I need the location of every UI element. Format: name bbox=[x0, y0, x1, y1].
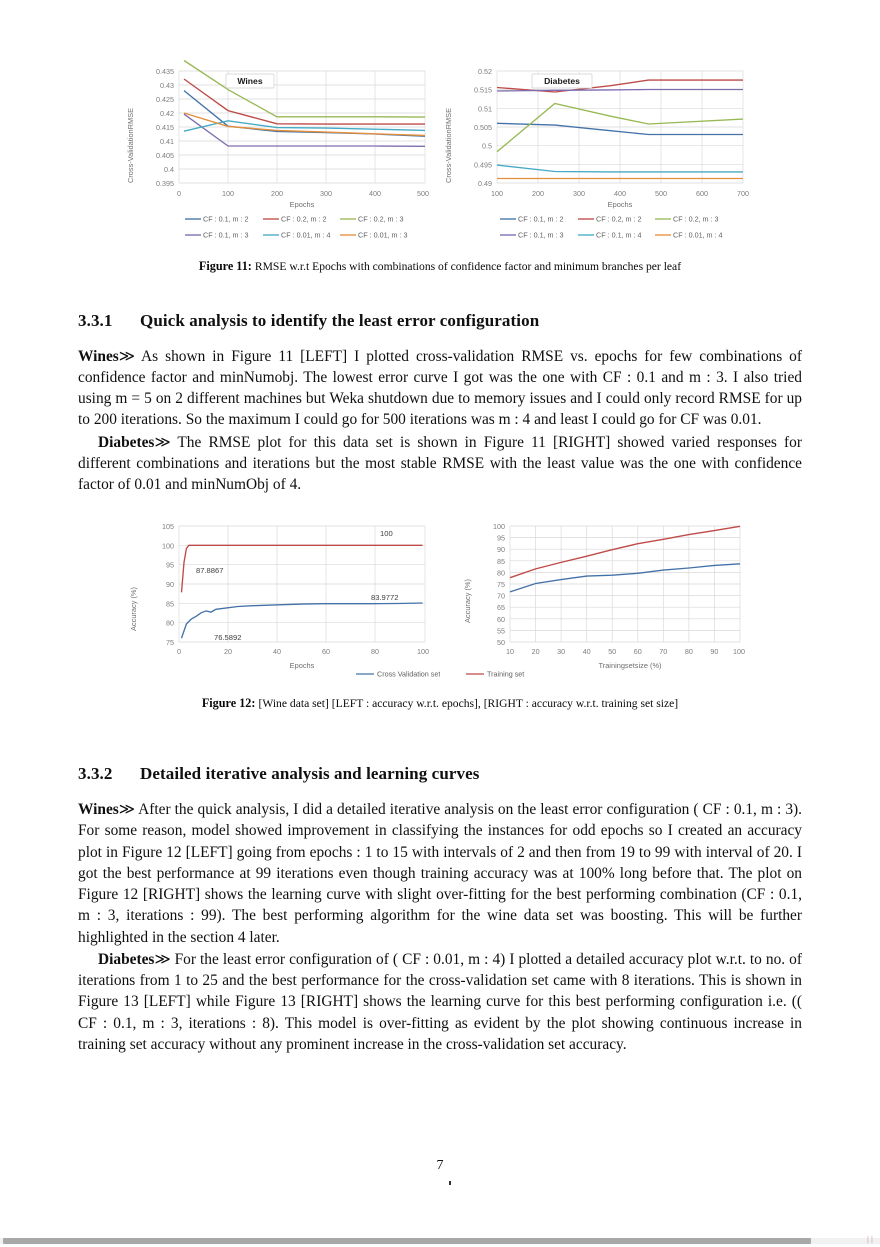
chart-fig12-left bbox=[122, 515, 440, 687]
ytick: 0.495 bbox=[474, 160, 492, 170]
figure-11-caption bbox=[78, 258, 802, 275]
ytick: 60 bbox=[497, 615, 505, 625]
legend-label: CF : 0.01, m : 4 bbox=[281, 230, 331, 240]
series-cross-validation-set bbox=[510, 564, 740, 592]
ytick: 75 bbox=[166, 638, 174, 648]
xtick: 500 bbox=[417, 189, 429, 198]
chart-fig12-right bbox=[440, 515, 758, 687]
chart-fig11-right bbox=[440, 55, 758, 248]
legend-label: CF : 0.2, m : 3 bbox=[673, 214, 719, 224]
xaxis-title: Epochs bbox=[289, 661, 315, 671]
paragraph-text: The RMSE plot for this data set is shown in Figure 11 [RIGHT] showed varied responses for different combinations and iterations but the most stable RMSE with the least value was the one with confidence factor of 0.01 and minNumObj of 4. bbox=[78, 433, 802, 494]
series-cf001-m4 bbox=[184, 121, 425, 131]
data-label: 76.5892 bbox=[214, 633, 242, 643]
scrollbar-thumb[interactable] bbox=[3, 1238, 811, 1244]
legend-label: CF : 0.1, m : 2 bbox=[203, 214, 249, 224]
data-label: 83.9772 bbox=[371, 593, 399, 603]
xtick: 300 bbox=[573, 189, 585, 198]
ytick: 95 bbox=[166, 561, 174, 571]
paragraph-text: After the quick analysis, I did a detailed iterative analysis on the least error configuration ( CF : 0.1, m : 3). For some reason, model showed improvement in classifying the instances for odd epochs so I created an accuracy plot in Figure 12 [LEFT] going from epochs : 1 to 15 with intervals of 2 and then from 19 to 99 with interval of 20. I got the best performance at 99 iterations even though training accuracy was at 100% long before that. The plot on Figure 12 [RIGHT] shows the learning curve with slight over-fitting for the best performing combination (CF : 0.1, m : 3, iterations : 99). The best performing algorithm for the wine data set was boosting. This will be further highlighted in the section 4 later. bbox=[78, 801, 802, 946]
xtick: 200 bbox=[271, 189, 283, 198]
xtick: 60 bbox=[322, 647, 330, 657]
chart-fig11-left-svg bbox=[122, 55, 440, 248]
figure-11-caption-label: Figure 11: bbox=[198, 259, 252, 273]
section-number: 3.3.2 bbox=[78, 764, 113, 784]
figure-12 bbox=[78, 515, 802, 712]
paragraph-lead: Diabetes bbox=[98, 950, 155, 968]
legend-label: CF : 0.1, m : 4 bbox=[596, 230, 642, 240]
xtick: 60 bbox=[633, 647, 642, 657]
xtick: 20 bbox=[224, 647, 232, 657]
xaxis-title: Epochs bbox=[289, 200, 315, 209]
legend-label: CF : 0.2, m : 2 bbox=[281, 214, 327, 224]
legend-label: CF : 0.01, m : 4 bbox=[673, 230, 723, 240]
ytick: 85 bbox=[497, 557, 505, 567]
ytick: 90 bbox=[166, 580, 174, 590]
ytick: 70 bbox=[497, 591, 505, 601]
yaxis-title: Accuracy (%) bbox=[463, 579, 472, 624]
xtick: 40 bbox=[582, 647, 591, 657]
gridlines bbox=[179, 71, 425, 183]
xaxis-title: Epochs bbox=[607, 200, 633, 209]
figure-12-caption-text: [Wine data set] [LEFT : accuracy w.r.t. epochs], [RIGHT : accuracy w.r.t. training set size] bbox=[258, 697, 679, 711]
xtick: 200 bbox=[532, 189, 544, 198]
chart-legend bbox=[500, 215, 723, 240]
ytick: 80 bbox=[497, 568, 505, 578]
legend-label: Training set bbox=[487, 669, 525, 679]
xtick: 80 bbox=[684, 647, 693, 657]
paragraph-text: As shown in Figure 11 [LEFT] I plotted cross-validation RMSE vs. epochs for few combinations of confidence factor and minNumobj. The lowest error curve I got was the one with CF : 0.1 and m : 3. I also tried using m = 5 on 2 different machines but Weka shutdown due to memory issues and I could only record RMSE for up to 200 iterations. So the maximum I could go for 500 iterations was m : 4 and least I could go for CF was 0.01. bbox=[78, 347, 802, 429]
chart-legend bbox=[466, 670, 524, 679]
scrollbar-end-marker: ⏐⏐ bbox=[866, 1237, 874, 1244]
yaxis-title: Cross-ValidationRMSE bbox=[444, 107, 453, 183]
ytick: 100 bbox=[162, 541, 174, 551]
xtick: 80 bbox=[371, 647, 379, 657]
paragraph-wines-332 bbox=[78, 799, 802, 948]
horizontal-scrollbar[interactable] bbox=[0, 1235, 880, 1247]
ytick: 80 bbox=[166, 619, 174, 629]
legend-label: CF : 0.2, m : 2 bbox=[596, 214, 642, 224]
legend-label: Cross Validation set bbox=[377, 669, 440, 679]
xtick: 20 bbox=[531, 647, 540, 657]
paragraph-diabetes-331 bbox=[78, 432, 802, 496]
data-label: 100 bbox=[380, 529, 393, 539]
ytick: 90 bbox=[497, 545, 505, 555]
section-number: 3.3.1 bbox=[78, 310, 113, 330]
ytick: 105 bbox=[162, 522, 174, 532]
legend-label: CF : 0.1, m : 2 bbox=[518, 214, 564, 224]
xaxis-title: Trainingsetsize (%) bbox=[598, 661, 662, 671]
ytick: 0.49 bbox=[478, 179, 492, 188]
xtick: 10 bbox=[506, 647, 514, 657]
series-training-set bbox=[510, 527, 740, 578]
chart-title: Wines bbox=[237, 76, 263, 86]
section-heading-332 bbox=[78, 764, 802, 784]
xtick: 0 bbox=[177, 189, 181, 198]
ytick: 0.435 bbox=[156, 67, 174, 76]
chart-legend bbox=[185, 215, 408, 240]
paragraph-wines-331 bbox=[78, 346, 802, 431]
legend-label: CF : 0.1, m : 3 bbox=[203, 230, 249, 240]
figure-11 bbox=[78, 55, 802, 275]
figure-11-caption-text: RMSE w.r.t Epochs with combinations of confidence factor and minimum branches per leaf bbox=[254, 260, 682, 273]
ytick: 0.415 bbox=[156, 123, 174, 132]
xtick: 500 bbox=[655, 189, 667, 198]
chart-fig12-right-svg bbox=[440, 515, 758, 687]
chart-title: Diabetes bbox=[544, 76, 580, 86]
ytick: 65 bbox=[497, 603, 505, 613]
section-title: Detailed iterative analysis and learning curves bbox=[140, 764, 480, 784]
ytick: 0.505 bbox=[474, 123, 492, 132]
gridlines bbox=[510, 526, 740, 642]
ytick: 0.4 bbox=[164, 165, 174, 174]
data-label: 87.8867 bbox=[196, 566, 224, 576]
xtick: 40 bbox=[273, 647, 281, 657]
series-cf02-m3 bbox=[184, 61, 425, 118]
figure-11-charts bbox=[78, 55, 802, 248]
ytick: 0.42 bbox=[160, 109, 174, 118]
xtick: 100 bbox=[222, 189, 234, 198]
ytick: 0.51 bbox=[478, 104, 492, 114]
figure-12-charts bbox=[78, 515, 802, 687]
paragraph-lead: Wines bbox=[78, 801, 119, 819]
ytick: 50 bbox=[497, 638, 505, 648]
xtick: 300 bbox=[320, 189, 332, 198]
paragraph-separator: ≫ bbox=[118, 801, 135, 819]
xtick: 100 bbox=[733, 647, 745, 657]
xtick: 50 bbox=[608, 647, 617, 657]
xtick: 600 bbox=[696, 189, 708, 198]
paragraph-lead: Wines bbox=[78, 347, 119, 365]
ytick: 0.5 bbox=[482, 141, 492, 151]
paragraph-separator: ≫ bbox=[118, 347, 135, 365]
section-title: Quick analysis to identify the least error configuration bbox=[140, 310, 540, 330]
chart-fig12-left-svg bbox=[122, 515, 440, 687]
xtick: 700 bbox=[737, 189, 749, 198]
xtick: 90 bbox=[710, 647, 719, 657]
page-content bbox=[78, 0, 802, 1055]
xtick: 30 bbox=[557, 647, 566, 657]
chart-title-badge bbox=[532, 74, 592, 88]
legend-label: CF : 0.1, m : 3 bbox=[518, 230, 564, 240]
chart-legend bbox=[356, 670, 440, 679]
yaxis-title: Accuracy (%) bbox=[129, 587, 138, 632]
legend-label: CF : 0.01, m : 3 bbox=[358, 230, 408, 240]
paragraph-separator: ≫ bbox=[154, 433, 171, 451]
chart-fig11-left bbox=[122, 55, 440, 248]
ytick: 0.52 bbox=[478, 67, 492, 76]
ytick: 0.515 bbox=[474, 85, 492, 95]
xtick: 70 bbox=[659, 647, 668, 657]
paragraph-separator: ≫ bbox=[154, 950, 171, 968]
section-heading-331 bbox=[78, 311, 802, 331]
xtick: 400 bbox=[369, 189, 381, 198]
paragraph-lead: Diabetes bbox=[98, 433, 155, 451]
gridlines bbox=[179, 526, 425, 642]
chart-title-badge bbox=[226, 74, 274, 88]
ytick: 0.405 bbox=[156, 151, 174, 160]
figure-12-caption-label: Figure 12: bbox=[201, 696, 256, 711]
xtick: 100 bbox=[491, 189, 503, 198]
ytick: 0.43 bbox=[160, 81, 174, 90]
figure-12-caption bbox=[78, 695, 802, 712]
xtick: 400 bbox=[614, 189, 626, 198]
paragraph-text: For the least error configuration of ( CF : 0.01, m : 4) I plotted a detailed accuracy plot w.r.t. to no. of iterations from 1 to 25 and the best performance for the cross-validation set came with 8 iterations. This is shown in Figure 13 [LEFT] while Figure 13 [RIGHT] shows the learning curve for this best performing configuration i.e. (( CF : 0.1, m : 3, iterations : 8). This model is over-fitting as evident by the plot showing continuous increase in training set accuracy without any prominent increase in the cross-validation set accuracy. bbox=[78, 950, 802, 1053]
xtick: 0 bbox=[177, 647, 181, 657]
ytick: 85 bbox=[166, 599, 174, 609]
paragraph-diabetes-332 bbox=[78, 949, 802, 1055]
page-speck bbox=[449, 1181, 451, 1185]
ytick: 95 bbox=[497, 533, 505, 543]
ytick: 0.41 bbox=[160, 137, 174, 146]
ytick: 55 bbox=[497, 626, 505, 636]
ytick: 0.425 bbox=[156, 95, 174, 104]
ytick: 0.395 bbox=[156, 179, 174, 188]
xtick: 100 bbox=[417, 647, 429, 657]
chart-fig11-right-svg bbox=[440, 55, 758, 248]
ytick: 75 bbox=[497, 580, 505, 590]
page-number: 7 bbox=[436, 1158, 444, 1173]
yaxis-title: Cross-ValidationRMSE bbox=[126, 107, 135, 183]
ytick: 100 bbox=[493, 522, 505, 532]
legend-label: CF : 0.2, m : 3 bbox=[358, 214, 404, 224]
